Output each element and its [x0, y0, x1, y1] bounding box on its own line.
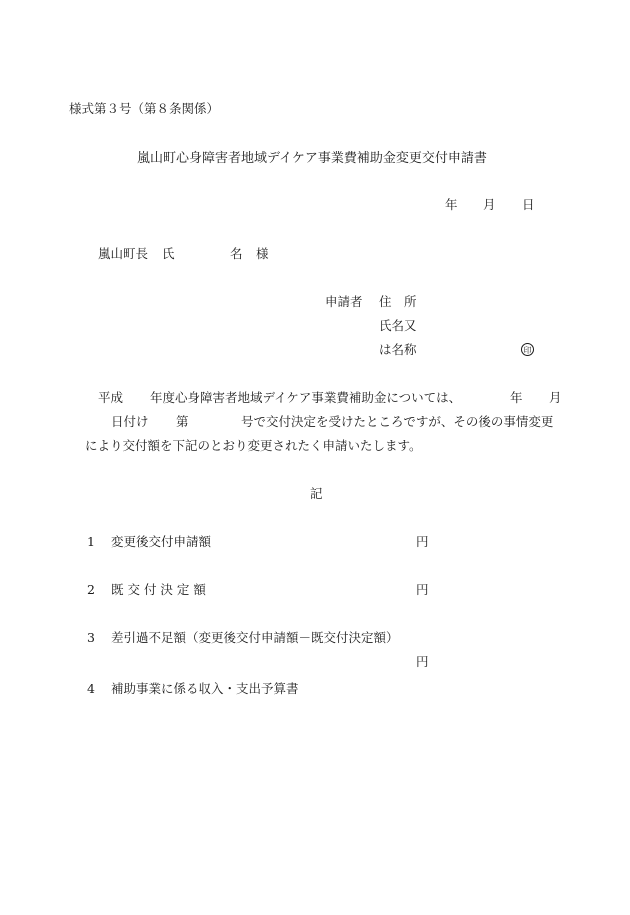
item-unit: 円: [416, 534, 429, 549]
item-number: 3: [87, 630, 95, 645]
applicant-name-label-1: 氏名又: [379, 318, 417, 333]
item-unit: 円: [416, 654, 429, 669]
item-unit: 円: [416, 582, 429, 597]
body-line1-month: 月: [549, 390, 562, 405]
item-label: 既 交 付 決 定 額: [111, 582, 206, 597]
item-number: 2: [87, 582, 95, 597]
ki-heading: 記: [310, 486, 323, 501]
body-line1-year: 年: [510, 390, 523, 405]
body-line2-text: 号で交付決定を受けたところですが、その後の事情変更: [241, 414, 554, 429]
document-title: 嵐山町心身障害者地域デイケア事業費補助金変更交付申請書: [137, 151, 487, 166]
item-label: 補助事業に係る収入・支出予算書: [111, 681, 299, 696]
item-label: 差引過不足額（変更後交付申請額－既交付決定額）: [111, 630, 399, 645]
addressee-sama: 様: [256, 246, 269, 261]
body-line1-era: 平成: [98, 390, 124, 405]
item-number: 4: [87, 681, 95, 696]
item-number: 1: [87, 534, 95, 549]
addressee-town: 嵐山町長: [98, 246, 149, 261]
date-day: 日: [522, 197, 535, 212]
addressee-shi: 氏: [162, 246, 175, 261]
applicant-name-label-2: は名称: [379, 342, 417, 357]
seal-mark: 印: [521, 343, 534, 356]
body-line1-text: 年度心身障害者地域デイケア事業費補助金については、: [150, 390, 462, 405]
form-number: 様式第３号（第８条関係）: [69, 101, 220, 116]
applicant-address-label: 住 所: [379, 294, 417, 309]
body-line2-date: 日付け: [111, 414, 149, 429]
date-year: 年: [445, 197, 458, 212]
date-month: 月: [483, 197, 496, 212]
item-label: 変更後交付申請額: [111, 534, 212, 549]
body-line3-text: により交付額を下記のとおり変更されたく申請いたします。: [85, 438, 422, 453]
body-line2-no: 第: [176, 414, 189, 429]
addressee-name: 名: [230, 246, 243, 261]
applicant-label: 申請者: [325, 294, 363, 309]
